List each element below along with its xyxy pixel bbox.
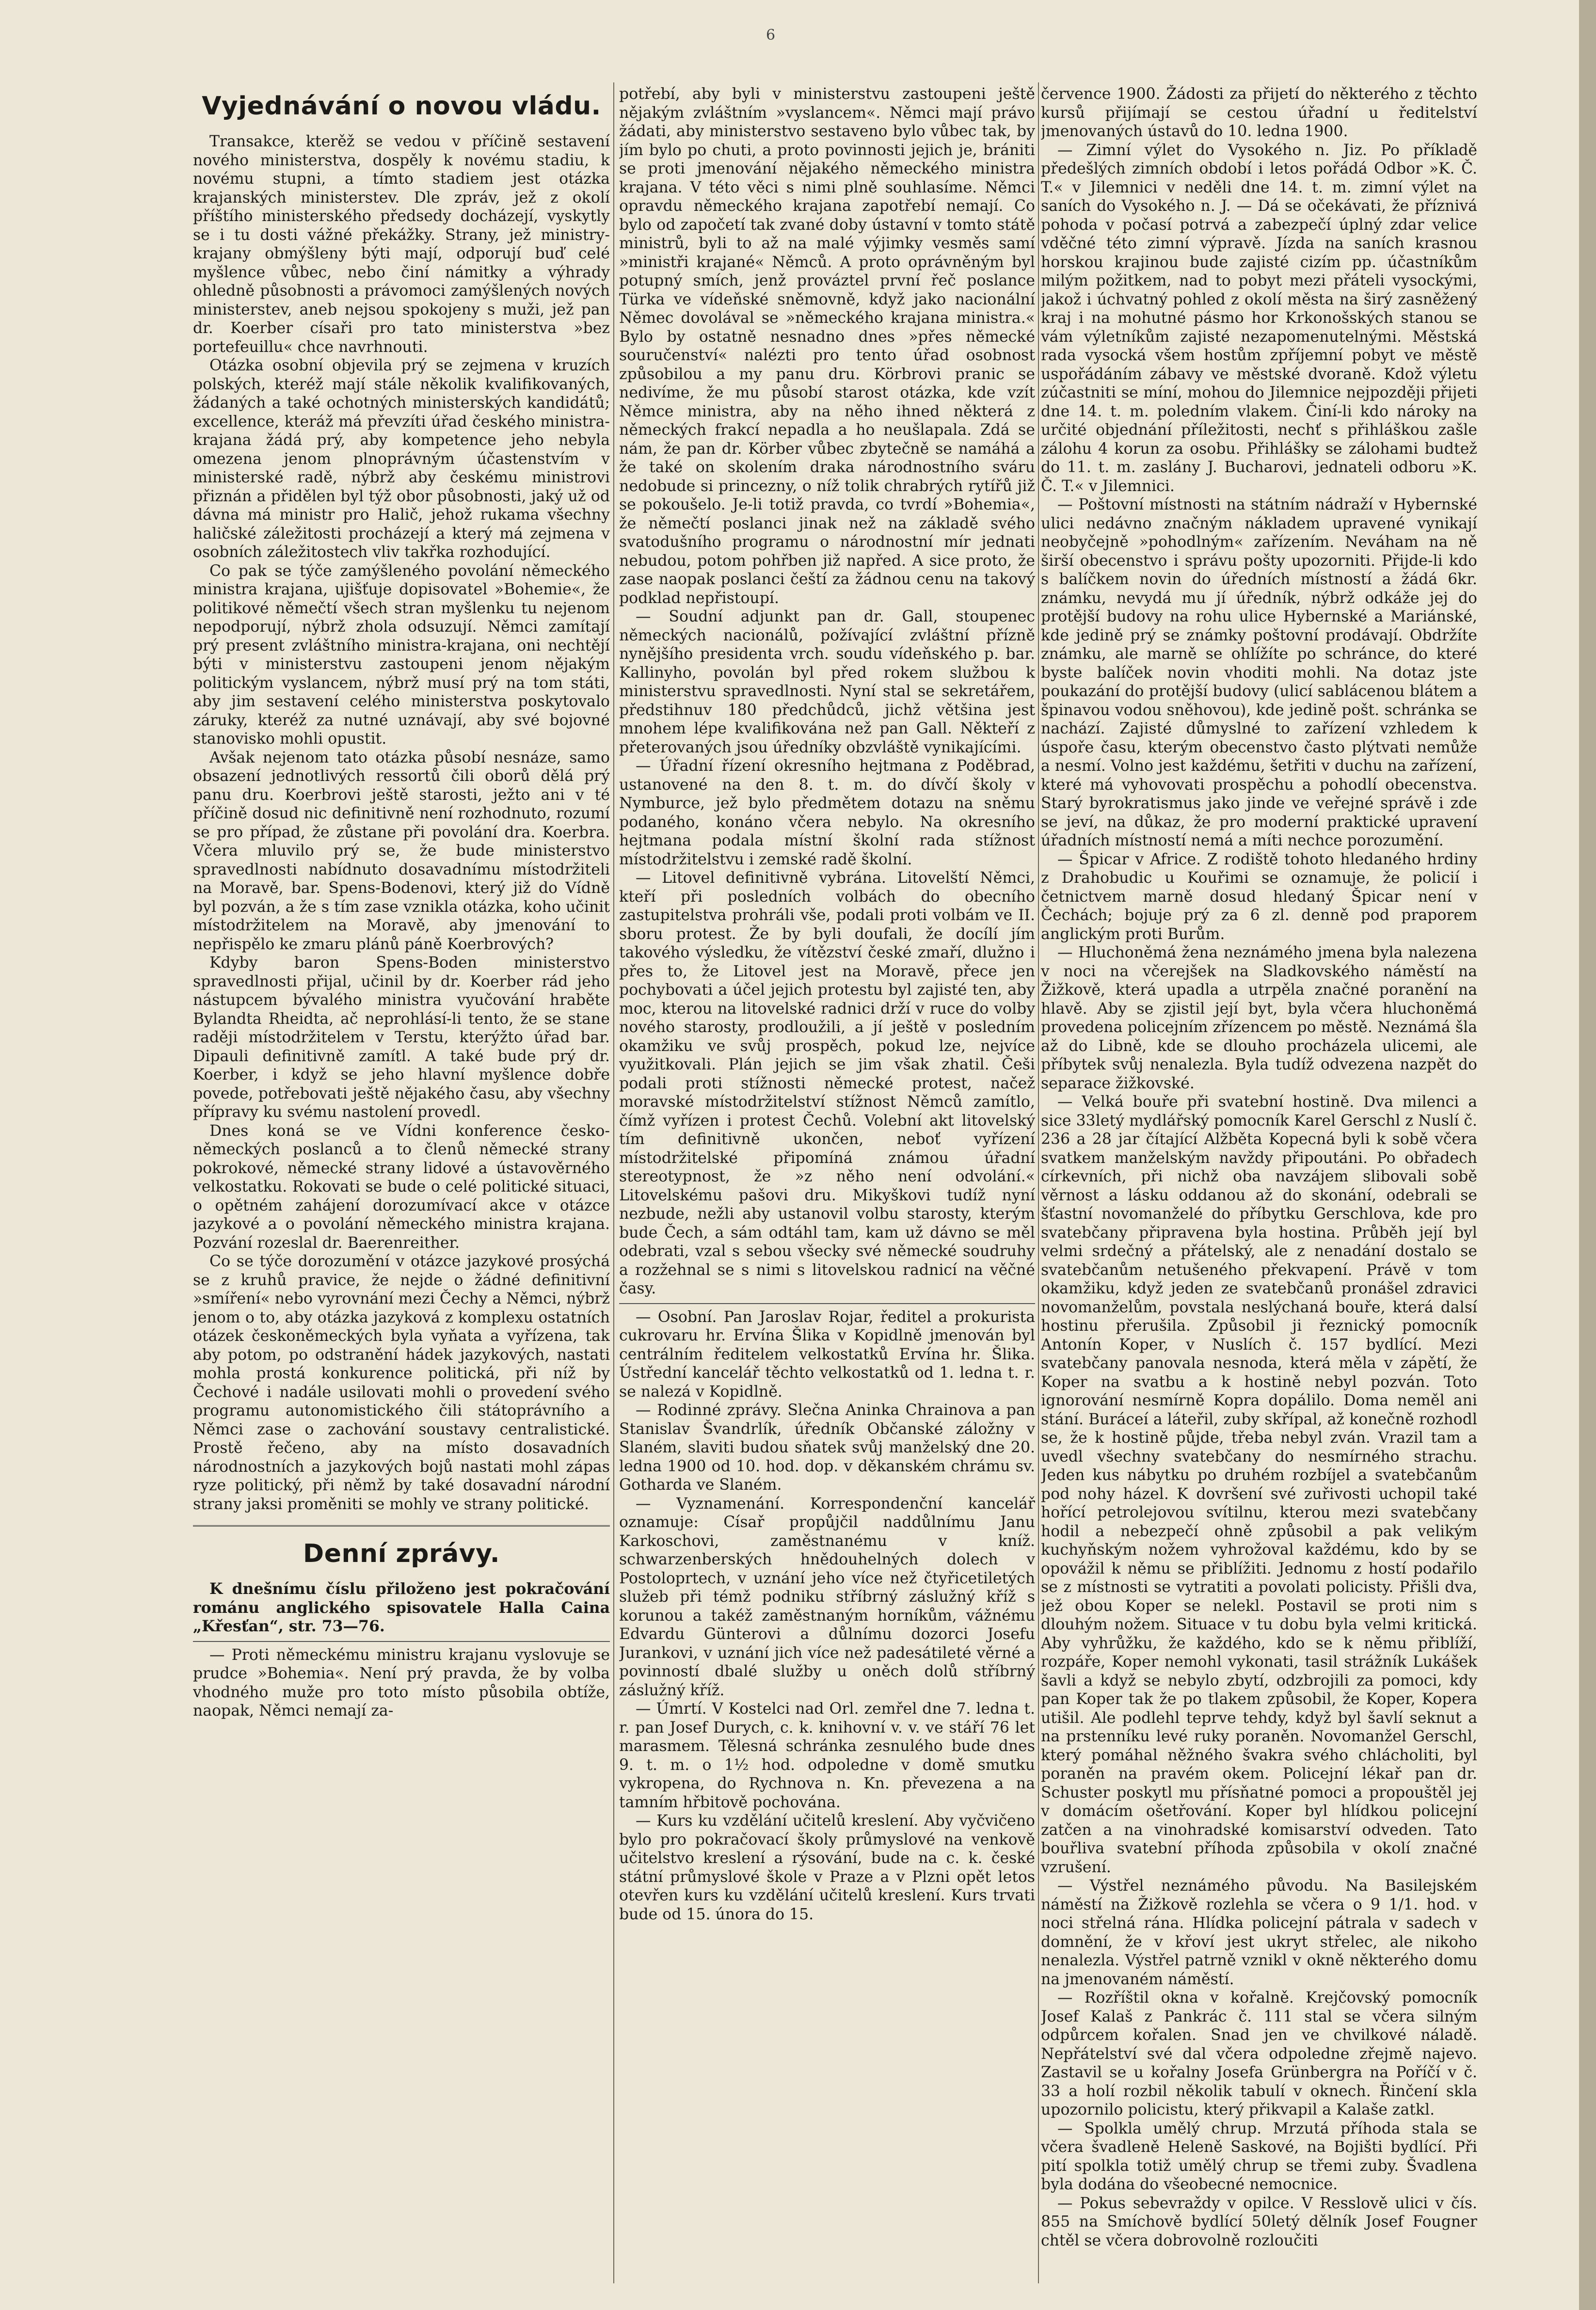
- article-paragraph: Co se týče dorozumění v otázce jazykové prosýchá se z kruhů pravice, že nejde o žádné definitivní »smíření« nebo vyrovnání mezi Čechy a Němci, nýbrž jenom o to, aby otázka jazyková z komplexu ostatních otázek českoněmeckých byla vyňata a vyřízena, tak aby potom, po odstranění hádek jazykových, nastati mohla prostá konkurence politická, při níž by Čechové i nadále usilovati mohli o provedení svého programu autonomistického čili státoprávního a Němci zase o zachování soustavy centralistické. Prostě řečeno, aby na místo dosavadních národnostních a jazykových bojů nastati mohl zápas ryze politický, při němž by také dosavadní národní strany jaksi proměniti se mohly ve strany politické.: [193, 1253, 610, 1513]
- article-paragraph: Co pak se týče zamýšleného povolání německého ministra krajana, ujišťuje dopisovatel »Bohemie«, že politikové němečtí všech stran myšlenku tu nejenom nepodporují, nýbrž zhola odsuzují. Němci zamítají prý present zvláštního ministra-krajana, oni nechtějí býti v ministerstvu zastoupeni jenom nějakým politickým vyslancem, nýbrž musí prý na tom státi, aby jim sestavení celého ministerstva poskytovalo záruky, kteréž za nutné uznávají, aby své bojovné stanovisko mohli opustit.: [193, 562, 610, 748]
- article-paragraph: Otázka osobní objevila prý se zejmena v kruzích polských, kteréž mají stále několik kvalifikovaných, žádaných a také ochotných ministerských kandidátů; excellence, kteráž má převzíti úřad českého ministra-krajana žádá prý, aby kompetence jeho nebyla omezena jenom plnoprávným účastenstvím v ministerské radě, nýbrž aby českému ministrovi přiznán a přidělen byl týž obor působnosti, jaký už od dávna má ministr pro Halič, jehož rukama všechny haličské záležitosti procházejí a který má zejmena v osobních záležitostech vliv takřka rozhodující.: [193, 357, 610, 561]
- article-paragraph: Kdyby baron Spens-Boden ministerstvo spravedlnosti přijal, učinil by dr. Koerber rád jeho nástupcem bývalého ministra vyučování hraběte Bylandta Rheidta, ač neprohlásí-li tento, že se stane raději místodržitelem v Terstu, kterýžto úřad bar. Dipauli definitivně zamítl. A také bude prý dr. Koerber, i když se jeho hlavní myšlence dobře povede, potřebovati ještě nějakého času, aby všechny přípravy ku svému nastolení provedl.: [193, 954, 610, 1121]
- column-rule: [613, 82, 614, 2283]
- supplement-notice: K dnešnímu číslu přiloženo jest pokračování románu anglického spisovatele Halla Caina „Křesťan“, str. 73—76.: [193, 1580, 610, 1635]
- column-rule: [1038, 82, 1039, 2283]
- news-item: — Poštovní místnosti na státním nádraží v Hybernské ulici nedávno značným nákladem upravené vynikají neobyčejně »pohodlným« zařízením. Neváham na ně širší obecenstvo i správu pošty upozorniti. Přijde-li kdo s balíčkem novin do úředních místností a žádá 6kr. známku, nevydá mu jí úředník, nýbrž odkáže jej do protější budovy na rohu ulice Hybernské a Mariánské, kde jedině prý se známky poštovní prodávají. Obdržíte známku, ale marně se ohlížíte po schránce, do které byste balíček novin vhoditi mohli. Na dotaz jste poukazání do protější budovy (ulicí sablácenou blátem a špinavou vodou sněhovou), kde jedině pošt. schránka se nachází. Zajisté důmyslné to zařízení vzhledem k úspoře času, kterým obecenstvo často plýtvati nemůže a nesmí. Volno jest každému, šetřiti v duchu na zařízení, které má vyhovovati prospěchu a pohodlí obecenstva. Starý byrokratismus jako jinde ve veřejné správě i zde se jeví, na důkaz, že pro moderní praktické upravení úřadních místností nemá a míti nechce porozumění.: [1041, 496, 1477, 849]
- divider: [619, 1303, 1035, 1304]
- news-item: — Rozříštil okna v kořalně. Krejčovský pomocník Josef Kalaš z Pankrác č. 111 stal se včera silným odpůrcem kořalen. Snad jen ve chvilkové náladě. Nepřátelství své dal včera odpoledne zřejmě najevo. Zastavil se u kořalny Josefa Grünbergra na Poříčí v č. 33 a holí rozbil několik tabulí v oknech. Řinčení skla upozornilo policistu, který přikvapil a Kalaše zatkl.: [1041, 1989, 1477, 2119]
- news-item: — Špicar v Africe. Z rodiště tohoto hledaného hrdiny z Drahobudic u Kouřimi se oznamuje, že policií i četnictvem marně dosud hledaný Špicar není v Čechách; bojuje prý za 6 zl. denně pod praporem anglickým proti Burům.: [1041, 850, 1477, 943]
- article-headline: Vyjednávání o novou vládu.: [202, 92, 601, 121]
- news-item: — Zimní výlet do Vysokého n. Jiz. Po příkladě předešlých zimních období i letos pořádá Odbor »K. Č. T.« v Jilemnici v neděli dne 14. t. m. zimní výlet na saních do Vysokého n. J. — Dá se očekávati, že příznivá pohoda v počasí potrvá a zabezpečí úplný zdar velice vděčné této zimní výpravě. Jízda na saních krasnou horskou krajinou bude zajisté cizím pp. účastníkům milým požitkem, nad to pobyt mezi přáteli vysockými, jakož i úchvatný pohled z okolí města na širý zasněžený kraj i na mohutné pásmo hor Krkonošských stanou se vám výletníkům zajisté nezapomenutelnými. Městská rada vysocká všem hostům zpříjemní pobyt ve městě uspořádáním zábavy ve městské dvoraně. Kdož výletu zúčastniti se míní, mohou do Jilemnice nejpozději přijeti dne 14. t. m. poledním vlakem. Činí-li kdo nároky na určité objednání příležitosti, nechť s přihláškou zašle zálohu 4 korun za osobu. Přihlášky se zálohami budtež do 11. t. m. zaslány J. Bucharovi, jednateli odboru »K. Č. T.« v Jilemnici.: [1041, 141, 1477, 495]
- news-item: — Osobní. Pan Jaroslav Rojar, ředitel a prokurista cukrovaru hr. Ervína Šlika v Kopidlně jmenován byl centrálním ředitelem velkostatků Ervína hr. Šlika. Ústřední kancelář těchto velkostatků od 1. ledna t. r. se nalezá v Kopidlně.: [619, 1308, 1035, 1401]
- article-paragraph: Transakce, kterěž se vedou v příčině sestavení nového ministerstva, dospěly k novému stadiu, k novému stupni, a tímto stadiem jest otázka krajanských ministerstev. Dle zpráv, jež z okolí příštího ministerského předsedy docházejí, vyskytly se i tu dosti vážné překážky. Strany, jež ministry-krajany obmýšleny býti mají, odporují buď celé myšlence vůbec, nebo činí námitky a výhrady ohledně působnosti a právomoci zamýšlených nových ministerstev, aneb nejsou spokojeny s muži, jež pan dr. Koerber císaři pro tato ministerstva »bez portefeuillu« chce navrhnouti.: [193, 133, 610, 356]
- page-number: 6: [766, 27, 776, 44]
- column-1: [193, 85, 610, 2276]
- news-item: potřebí, aby byli v ministerstvu zastoupeni ještě nějakým zvláštním »vyslancem«. Němci mají právo žádati, aby ministerstvo sestaveno bylo vůbec tak, by jím bylo po chuti, a proto povinnosti jejich je, brániti se proti jmenování nějakého německého ministra krajana. V této věci s nimi plně souhlasíme. Němci opravdu německého krajana zapotřebí nemají. Co bylo od započetí tak zvané doby ústavní v tomto státě ministrů, byli to až na malé výjimky vesměs samí »ministři krajané« Němců. A proto oprávněným byl potupný smích, jenž prováztel první řeč poslance Türka ve vídeňské sněmovně, když jako nacionální Němec dovolával se »německého krajana ministra.« Bylo by ostatně nesnadno dnes »přes německé souručenství« nalézti pro tento úřad osobnost způsobilou a my panu dru. Körbrovi pranic se nedivíme, že mu působí starost otázka, kde vzít Němce ministra, aby na něho ihned některá z německých frakcí nepadla a ho neušlapala. Zdá se nám, že pan dr. Körber vůbec zbytečně se namáhá a že také on skolením draka národnostního sváru nedobude si princezny, o níž tolik chrabrých rytířů již se pokoušelo. Je-li totiž pravda, co tvrdí »Bohemia«, že němečtí poslanci jinak než na základě svého svatodušního programu o národnostní mír jednati nebudou, potom pohřben již napřed. A sice proto, že zase naopak poslanci čeští za žádnou cenu na takový podklad nepřistoupí.: [619, 85, 1035, 607]
- news-item: — Úřadní řízení okresního hejtmana z Poděbrad, ustanovené na den 8. t. m. do dívčí školy v Nymburce, jež bylo předmětem dotazu na sněmu podaného, konáno včera nebylo. Na okresního hejtmana podala místní školní rada stížnost místodržitelstvu i zemské radě školní.: [619, 757, 1035, 868]
- news-item: — Proti německému ministru krajanu vyslovuje se prudce »Bohemia«. Není prý pravda, že by volba vhodného muže pro toto místo působila obtíže, naopak, Němci nemají za-: [193, 1646, 610, 1720]
- news-item: — Pokus sebevraždy v opilce. V Resslově ulici v čís. 855 na Smíchově bydlící 50letý dělník Josef Fougner chtěl se včera dobrovolně rozloučiti: [1041, 2194, 1477, 2249]
- article-paragraph: Dnes koná se ve Vídni konference česko-německých poslanců a to členů německé strany pokrokové, německé strany lidové a ústavověrného velkostatku. Rokovati se bude o celé politické situaci, o opětném zahájení dorozumívací akce v otázce jazykové a o povolání německého ministra krajana. Pozvání rozeslal dr. Baerenreither.: [193, 1122, 610, 1252]
- section-headline: Denní zprávy.: [193, 1525, 610, 1568]
- news-item: — Rodinné zprávy. Slečna Aninka Chrainova a pan Stanislav Švandrlík, úředník Občanské záložny v Slaném, slaviti budou sňatek svůj manželský dne 20. ledna 1900 od 10. hod. dop. v děkanském chrámu sv. Gotharda ve Slaném.: [619, 1402, 1035, 1494]
- news-item: — Vyznamenání. Korrespondenční kancelář oznamuje: Císař propůjčil naddůlnímu Janu Karkoschovi, zaměstnanému v kníž. schwarzenberských hnědouhelných dolech v Postoloprtech, v uznání jeho více než čtyřicetiletých služeb při témž podniku stříbrný záslužný kříž s korunou a takéž zaměstnaným horníkům, vážnému Edvardu Günterovi a důlnímu dozorci Josefu Jurankovi, v uznání jich více než padesátileté věrné a povinností dbalé služby u oněch dolů stříbrný záslužný kříž.: [619, 1495, 1035, 1699]
- page-edge: [1579, 0, 1596, 2310]
- news-item: — Kurs ku vzdělání učitelů kreslení. Aby vyčvičeno bylo pro pokračovací školy průmyslové na venkově učitelstvo kreslení a rýsování, bude na c. k. české státní průmyslové škole v Praze a v Plzni opět letos otevřen kurs ku vzdělání učitelů kreslení. Kurs trvati bude od 15. února do 15.: [619, 1812, 1035, 1923]
- news-item: — Velká bouře při svatební hostině. Dva milenci a sice 33letý mydlářský pomocník Karel Gerschl z Nuslí č. 236 a 28 jar čítající Alžběta Kopecná byli k sobě včera svatkem manželským navždy připoutáni. Po obřadech církevních, při nichž oba navzájem slibovali sobě věrnost a lásku oddanou až do skonání, odebrali se šťastní novomanželé do příbytku Gerschlova, kde pro svatebčany připravena byla hostina. Průběh její byl velmi srdečný a přátelský, ale z nenadání dostalo se svatebčanům netušeného překvapení. Právě v tom okamžiku, když jeden ze svatebčanů pronášel zdravici novomanželům, povstala neslýchaná bouře, která dalsí hostinu přerušila. Způsobil ji řeznický pomocník Antonín Koper, v Nuslích č. 157 bydlící. Mezi svatebčany panovala nesnoda, která měla v zápětí, že Koper na svatbu a k hostině nebyl pozván. Toto ignorování nesmírně Kopra dopálilo. Doma neměl ani stání. Buráceí a láteřil, zuby skřípal, až konečně rozhodl se, že k hostině půjde, třeba nebyl zván. Vrazil tam a uvedl všechny svatebčany do nesmírného strachu. Jeden kus nábytku po druhém rozbíjel a svatebčanům pod nohy házel. K dovršení své zuřivosti uchopil také hořící petrolejovou svítilnu, kterou mezi svatebčany hodil a nebezpečí ohně způsobil a pak velikým kuchyňským nožem vyhrožoval každému, kdo by se opovážil k němu se přiblížiti. Jednomu z hostí podařilo se z místnosti se vytratiti a povolati policisty. Přišli dva, jež obou Koper se nelekl. Postavil se proti nim s dlouhým nožem. Situace v tu dobu byla velmi kritická. Aby vyhrůžku, že každého, kdo se k němu přiblíží, rozpáře, Koper nemohl vykonati, tasil strážník Lukášek šavli a když se nebylo zbytí, odzbrojili za pomoci, kdy pan Koper tak že po tlakem způsobil, že Koper, Kopera utišil. Ale podlehl teprve tehdy, když byl šavlí seknut a na prstenníku levé ruky poraněn. Novomanžel Gerschl, který pomáhal něžného švakra svého chlácholiti, byl poraněn na pravém okem. Policejní lékař pan dr. Schuster poskytl mu přísňatné pomoci a propouštěl jej v domácím ošetřování. Koper byl hlídkou policejní zatčen a na vinohradské komisarství odveden. Tato bouřliva svatební příhoda způsobila v okolí značné vzrušení.: [1041, 1093, 1477, 1876]
- article-paragraph: Avšak nejenom tato otázka působí nesnáze, samo obsazení jednotlivých ressortů čili oborů dělá prý panu dru. Koerbrovi ještě starosti, ježto ani v té příčině dosud nic definitivně není rozhodnuto, rozumí se pro případ, že zůstane při povolání dra. Koerbra. Včera mluvilo prý se, že bude ministerstvo spravedlnosti nabídnuto dosavadnímu místodržiteli na Moravě, bar. Spens-Bodenovi, který již do Vídně byl pozván, a že s tím zase vznikla otázka, koho učinit místodržitelem na Moravě, aby jmenování to nepřispělo ke zmaru plánů páně Koerbrových?: [193, 749, 610, 953]
- news-item: — Litovel definitivně vybrána. Litovelští Němci, kteří při posledních volbách do obecního zastupitelstva prohráli vše, podali proti volbám ve II. sboru protest. Že by byli doufali, že docílí jím takového výsledku, že vítězství české zmaří, dlužno i přes to, že Litovel jest na Moravě, přece jen pochybovati a účel jejich protestu byl zajisté ten, aby moc, kterou na litovelské radnici drží v ruce do volby nového starosty, prodloužili, a jí ještě v posledním okamžiku ve svůj prospěch, pokud lze, nejvíce využitkovali. Plán jejich se jim však zhatil. Češi podali proti stížnosti německé protest, načež moravské místodržitelství stížnost Němců zamítlo, čímž vyřízen i protest Čechů. Volební akt litovelský tím definitivně ukončen, neboť vyřízení místodržitelské připomíná známou úřadní stereotypnost, že »z něho není odvolání.« Litovelskému pašovi dru. Mikyškovi tudíž nyní nezbude, nežli aby ustanovil volbu starosty, kterým bude Čech, a sám odtáhl tam, kam už dávno se měl odebrati, vzal s sebou všecky své německé soudruhy a rozžehnal se s nimi s litovelskou radnicí na věčné časy.: [619, 869, 1035, 1297]
- news-item: — Spolkla umělý chrup. Mrzutá příhoda stala se včera švadleně Heleně Saskové, na Bojišti bydlící. Při pití spolkla totiž umělý chrup se třemi zuby. Švadlena byla dodána do všeobecné nemocnice.: [1041, 2119, 1477, 2193]
- news-item: — Soudní adjunkt pan dr. Gall, stoupenec německých nacionálů, požívající zvláštní přízně nynějšího presidenta vrch. soudu vídeňského p. bar. Kallinyho, povolán byl před rokem službou k ministerstvu spravedlnosti. Nyní stal se sekretářem, předstihnuv 180 předchůdců, jichž většina jest mnohem lépe kvalifikována než pan Gall. Někteří z přeterovaných jsou úředníky obzvláště vynikajícími.: [619, 608, 1035, 756]
- column-2: [619, 85, 1035, 2276]
- column-3: [1041, 85, 1477, 2276]
- divider: [193, 1641, 610, 1642]
- news-item: července 1900. Žádosti za přijetí do některého z těchto kursů přijímají se cestou úřadní u ředitelství jmenovaných ústavů do 10. ledna 1900.: [1041, 85, 1477, 140]
- news-item: — Hluchoněmá žena neznámého jmena byla nalezena v noci na včerejšek na Sladkovského náměstí na Žižkově, která upadla a utrpěla značné poranění na hlavě. Aby se zjistil její byt, byla včera hluchoněmá provedena policejním zřízencem po městě. Neznámá šla až do Libně, kde se dlouho procházela ulicemi, ale příbytek svůj nenalezla. Byla tudíž odvezena nazpět do separace žižkovské.: [1041, 944, 1477, 1092]
- news-item: — Úmrtí. V Kostelci nad Orl. zemřel dne 7. ledna t. r. pan Josef Durych, c. k. knihovní v. v. ve stáří 76 let marasmem. Tělesná schránka zesnulého bude dnes 9. t. m. o 1½ hod. odpoledne v domě smutku vykropena, do Rychnova n. Kn. převezena a na tamním hřbitově pochována.: [619, 1700, 1035, 1811]
- news-item: — Výstřel neznámého původu. Na Basilejském náměstí na Žižkově rozlehla se včera o 9 1/1. hod. v noci střelná rána. Hlídka policejní pátrala v sadech v domnění, že v křoví jest ukryt střelec, ale nikoho nenalezla. Výstřel patrně vznikl v okně některého domu na jmenovaném náměstí.: [1041, 1877, 1477, 1988]
